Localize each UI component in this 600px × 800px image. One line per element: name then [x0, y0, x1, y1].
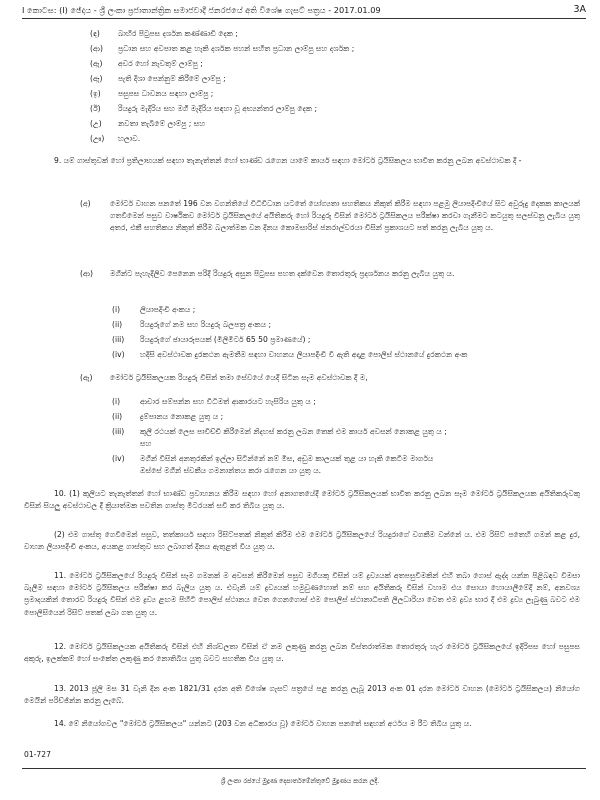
- list-marker: (උ): [90, 119, 102, 128]
- para-11: 11. මෝටර් ට්‍රයිසිකලයේ රියදුරු විසින් සෑම ගමනක් ම අවසන් කිරීමෙන් පසුව මගියකු විසින් යම් ද්‍රව්‍යයක් අතපසුවීමකින් එහි තබා ගොස් ඇද්ද යන්න පිළිබඳව විමසා බැලීම සඳහා මෝටර් ට්‍රයිසිකලය පරීක්ෂා කර බැලිය යුතු ය. එවැනි යම් ද්‍රව්‍යයක් හමුවුණහොත් නම් සහ අයිතිකරු විසින් වහාම එය සොයා හොයාලීමේදී නම්, අනවශ්‍ය ප්‍රමාදයකින් තොරව රියදුරු විසින් එම ද්‍රව්‍ය ළඟම පිහිටි පොලිස් ස්ථානය වෙත ගෙනගොස් එම පොලිස් ස්ථානාධිපති ලිලධාරියා වෙත එම ද්‍රව්‍ය භාර දී එම ද්‍රව්‍ය ලැබුණු බවට එම පොලිසියෙන් රිසිට් පතක් ලබා ගත යුතු ය.: [24, 571, 580, 617]
- sub-marker: (ii): [112, 412, 123, 421]
- sub-item: ආචාර සම්පන්න සහ විධිමත් ආකාරයට හැසිරිය යුතු ය ;: [140, 397, 316, 406]
- para-9-a-text: මෝටර් වාහන පනතේ 196 වන වගන්තියේ විධිවිධාන යටතේ යෝග්‍යතා සහතිකය නිකුත් කිරීම සඳහා පළමු ලියාපදිංචියේ සිට අවුරුදු දෙකක කාලයක් ගතවීමෙන් පසුව වාර්ෂිකව මෝටර් ට්‍රයිසිකලයේ අයිතිකරු හෝ රියදුරු විසින් මෝටර් ට්‍රයිසිකලය පරීක්ෂා කරවා ගැනීමට කටයුතු සලස්වනු ලැබිය යුතු අතර, එකී සහතිකය නිකුත් කිරීම බලාත්මක වන දිනය කොමසාරිස් ජනරාල්වරයා විසින් ප්‍රකාශයට පත් කරනු ලැබිය යුතු ය.: [110, 199, 580, 233]
- page-header: [22, 3, 586, 17]
- list-marker: (ඈ): [90, 74, 103, 83]
- sub-marker: (iii): [112, 335, 125, 344]
- page-number: 3A: [573, 4, 586, 15]
- para-9-a-marker: (අ): [80, 199, 91, 208]
- list-item: අවර හෝ නැවතුම් ලාම්පු ;: [118, 59, 203, 68]
- para-9-aa-marker: (ආ): [80, 269, 93, 278]
- list-marker: (ආ): [90, 44, 103, 53]
- sub-item: රියදුරුගේ ඡායාරූපයක් (මිලිමීටර් 65 50 ප්‍රමාණයේ) ;: [140, 335, 311, 344]
- para-9-ae-marker: (ඇ): [80, 373, 93, 382]
- list-item: නවතා තැබීමේ ලාම්පු ; සහ: [118, 119, 206, 128]
- sub-marker: (i): [112, 305, 121, 314]
- sub-item: දුම්පානය නොකළ යුතු ය ;: [140, 412, 224, 421]
- para-10-1: 10. (1) කුලියට තැනැත්තන් හෝ භාණ්ඩ ප්‍රවාහනය කිරීම සඳහා හෝ අනාගතයේදී මෝටර් ට්‍රයිසිකලයක් භාවිත කරනු ලබන සෑම මෝටර් ට්‍රයිසිකලයක අයිතිකරුවකු විසින් සියලු අවස්ථාවල දී ක්‍රියාත්මක පවතින ගාස්තු මීටරයක් සවි කර තිබිය යුතු ය.: [24, 489, 580, 511]
- printer-footer: ශ්‍රී ලංකා රජයේ මුද්‍රණ දෙපාර්තමේන්තුවේ මුද්‍රණය කරන ලදී.: [220, 777, 380, 785]
- para-14: 14. මේ නියෝගවල "මෝටර් ට්‍රයිසිකලය" යන්නට (203 වන අධිකාරය වූ) මෝටර් වාහන පනතේ සඳහන් අර්ථය ම රීට තිබිය යුතු ය.: [54, 719, 472, 728]
- list-item: රියදුරු මැදිරිය සහ මගී මැදිරිය සඳහා වූ අභ්‍යන්තර ලාම්පු දෙක ;: [118, 104, 317, 113]
- list-marker: (ඉ): [90, 89, 101, 98]
- header-title: I කොටස: (I) ඡේදය - ශ්‍රී ලංකා ප්‍රජාතාන්ත්‍රික සමාජවාදී ජනරජයේ අති විශේෂ ගැසට් පත්‍රය - 2017.01.09: [22, 5, 381, 15]
- para-9-intro: 9. යම් ගාස්තුවක් හෝ ප්‍රතිලාභයක් සඳහා තැනැත්තන් හෝ භාණ්ඩ රැගෙන යාමේ කාර්ය සඳහා මෝටර් ට්‍රයිසිකලය භාවිත කරනු ලබන අවස්ථාවක දී -: [54, 156, 522, 165]
- list-marker: (ඳ): [90, 29, 100, 38]
- sub-item-cont: ඔස්සේ මගීන් ස්වකීය ගමනාන්තය කරා රැගෙන යා යුතු ය.: [140, 466, 322, 475]
- sub-marker: (ii): [112, 320, 123, 329]
- para-10-2: (2) එම ගාස්තු ගෙවීමෙන් පසුව, තත්කාර්ය සඳහා රිසිට්පතක් නිකුත් කිරීම එම මෝටර් ට්‍රයිසිකලයේ රියදුරාගේ වගකීම වන්නේ ය. එම රිසිට් පතෙහි ගමන් කළ දුර, වාහන ලියාපදිංචි අංකය, අයකළ ගාස්තුව සහ ලබාගත් දිනය ඇතුළත් විය යුතු ය.: [24, 530, 580, 552]
- header-rule: [22, 18, 586, 19]
- page-code: 01-727: [24, 750, 51, 759]
- sub-item: මගීන් විසින් අනතුරකින් ඉල්ලා සිටින්නේ නම් මිස, අඩුම කාලයක් තුළ යා හැකි කෙටිම මාර්ගය: [140, 454, 434, 463]
- list-marker: (ඇ): [90, 59, 103, 68]
- sub-item: ලියාපදිංචි අංකය ;: [140, 305, 196, 314]
- para-13: 13. 2013 ජූලි මස 31 වැනි දින අංක 1821/31 දරන අති විශේෂ ගැසට් පත්‍රයේ පළ කරනු ලැබූ 2013 අංක 01 දරන මෝටර් වාහන (මෝටර් ට්‍රයිසිකලය) නියෝග මෙයින් පරිච්ඡින්න කරනු ලැබේ.: [24, 684, 580, 706]
- sub-marker: (iv): [112, 350, 125, 359]
- list-item: බාහිර පිටුපස දර්ශන කණ්ණාඩි දෙක ;: [118, 29, 238, 38]
- list-item: ප්‍රධාන සහ අවපාත කළ හැකි දර්ශක පහන් සහිත ප්‍රධාන ලාම්පු සහ දර්ශක ;: [118, 44, 355, 53]
- para-12: 12. මෝටර් ට්‍රයිසිකලයක අයිතිකරු විසින් එහි නිශ්චලතා විසින් ඒ නම ලකුණු කරනු ලබන විස්තරාත්මක තොරතුරු හැර මෝටර් ට්‍රයිසිකලයේ ඉදිරිපස හෝ පසුපස අකුරු, ඉලක්කම් හෝ සංකේත ලකුණු කර නොතිබිය යුතු බවට සහතික විය යුතු ය.: [24, 642, 580, 664]
- para-9-aa-text: මගීන්ට පැහැදිලිව පෙනෙන පරිදි රියදුරු අසුන පිටුපස පහත දක්වෙන තොරතුරු ප්‍රදර්ශනය කරනු ලැබිය යුතු ය.: [110, 269, 455, 278]
- para-9-ae-text: මෝටර් ට්‍රයිසිකලයක රියදුරු විසින් තමා සේවයේ යෙදී සිටින සෑම අවස්ථාවක දී ම,: [110, 373, 368, 382]
- list-marker: (ඌ): [90, 134, 105, 143]
- footer-rule: [22, 768, 586, 769]
- sub-marker: (iv): [112, 454, 125, 463]
- list-item: හලාව.: [118, 134, 141, 143]
- sub-item: රියදුරුගේ නම සහ රියදුරු බලපත්‍ර අංකය ;: [140, 320, 271, 329]
- sub-item-cont: සහ: [140, 439, 152, 448]
- list-item: පසුපස ධාවනය සඳහා ලාම්පු ;: [118, 89, 214, 98]
- sub-marker: (i): [112, 397, 121, 406]
- list-marker: (ඊ): [90, 104, 101, 113]
- sub-marker: (iii): [112, 427, 125, 436]
- list-item: පැති දිශා පෙන්නුම් කිරීමේ ලාම්පු ;: [118, 74, 226, 83]
- sub-item: හදිසි අවස්ථාවක දුරකථන ඇමතීම සඳහා වාහනය ලියාපදිංචි වී ඇති අදාළ පොලිස් ස්ථානයේ දුරකථන අංක: [140, 350, 468, 359]
- sub-item: කුලී රථයක් ලෙස පාවිච්චි කිරීමෙන් නිදහස් කරනු ලබන තෙක් එම කාර්ය අවසන් නොකළ යුතු ය ;: [140, 427, 447, 436]
